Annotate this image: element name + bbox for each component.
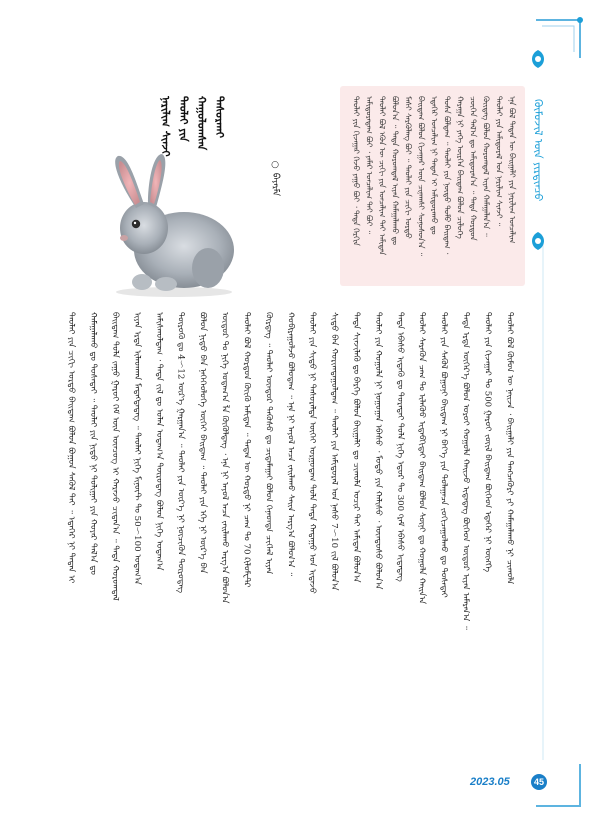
title-line: ᠲᠠᠤᠯᠠᠢ ᠶᠢᠨ xyxy=(177,96,190,142)
section-header xyxy=(525,70,551,230)
intro-line: ᠮᠠᠰᠢ ᠰᠡᠷᠭᠦᠯᠡᠩ ᠪᠤᠢ ᠃ ᠲᠠᠤᠯᠠᠢ ᠶᠢᠨ ᠴᠢᠬᠢ ᠤᠷᠳᠤ xyxy=(403,96,413,239)
intro-line: ᠪᠠᠢᠳᠠᠭ ᠪᠣᠯᠤᠨ ᠬᠢᠵᠠᠭᠠᠷ ᠦᠨ ᠴᠢᠨᠠᠭᠰᠢ ᠰᠣᠨᠣᠰᠤᠨ᠎ᠠ ᠃ xyxy=(416,96,426,256)
title-line: ᠬᠠᠭᠤᠯᠤᠭᠰᠠᠨ xyxy=(195,96,208,151)
header-scroll-ornament-bottom xyxy=(526,230,550,254)
body-line: ᠲᠠᠤᠯᠠᠢ ᠶᠢᠨ ᠰᠢᠳᠦ ᠨᠢ ᠲᠠᠰᠤᠷᠠᠯᠲᠠ ᠦᠭᠡᠢ ᠤᠷᠭᠤᠳᠠᠭ ᠲᠤᠯᠠ ᠲᠡᠳᠡ ᠬᠠᠲᠠᠭᠤ ᠡᠳ ᠢᠳᠡᠵᠦ xyxy=(307,312,318,594)
body-line: ᠪᠣᠯᠤᠨ ᠨᠢᠳᠦ ᠪᠠᠨ ᠨᠡᠭᠡᠬᠡᠦᠯᠦᠭᠡ ᠦᠭᠡᠢ ᠪᠠᠢᠳᠠᠭ ᠃ ᠲᠠᠤᠯᠠᠢ ᠶᠢᠨ ᠡᠬᠡ ᠨᠢ ᠦᠷ᠎ᠡ ᠪᠠᠨ xyxy=(197,312,208,574)
body-line: ᠰᠢᠳᠦ ᠪᠡᠨ ᠬᠣᠷᠢᠭᠳᠠᠭᠤᠯᠳᠠᠭ ᠃ ᠲᠠᠤᠯᠠᠢ ᠶᠢᠨ ᠠᠮᠢᠳᠤᠷᠠᠯ ᠤᠨ ᠨᠠᠰᠤ 7～10 ᠵᠢᠯ ᠪᠣᠯᠤᠨ᠎ᠠ xyxy=(329,312,340,591)
intro-line: ᠲᠠᠤᠯᠠᠢ ᠶᠢᠨ ᠬᠢᠵᠠᠭᠠᠷ ᠭᠡᠵᠦ ᠶᠠᠭᠤ ᠪᠤᠢ ᠂ ᠲᠡᠳᠡ ᠬᠡᠷᠬᠢᠨ xyxy=(351,96,361,246)
intro-line: ᠪᠣᠯᠤᠨ᠎ᠠ ᠃ ᠲᠡᠳᠡ ᠬᠣᠷᠤᠭᠳᠠᠯ ᠢᠶᠠᠨ ᠬᠠᠮᠠᠭᠠᠯᠠᠬᠤ ᠳᠤ xyxy=(390,96,400,245)
intro-line: ᠭᠦᠢᠳᠡᠭ ᠪᠣᠯᠤᠨ ᠬᠣᠷᠤᠭᠳᠠᠯ ᠢᠶᠠᠨ ᠬᠠᠮᠠᠭᠠᠯᠠᠨ᠎ᠠ ᠃ xyxy=(481,96,491,237)
section-title: ᠬᠦᠮᠦᠵᠢᠯ ᠦᠨ ᠶᠢᠷᠲᠢᠨᠴᠦ xyxy=(531,98,545,202)
body-line: ᠲᠡᠳᠡ ᠰᠢᠨᠵᠢᠯᠡᠬᠦ ᠳᠤ ᠪᠡᠷᠬᠡ ᠪᠣᠯᠤᠨ ᠪᠠᠢᠭᠠᠯᠢ ᠳᠤ ᠴᠢᠬᠤᠯᠠ ᠤᠴᠢᠷ ᠲᠠᠢ ᠠᠮᠢᠲᠠᠨ ᠪᠣᠯᠤᠨ᠎ᠠ xyxy=(350,312,361,583)
side-rule-right xyxy=(540,240,546,760)
intro-line: ᠡᠳᠡᠭᠡᠷ ᠣᠨᠴᠠᠯᠢᠭ ᠨᠢ ᠲᠡᠳᠡᠨ ᠢ ᠠᠮᠢᠳᠤᠷᠠᠬᠤ ᠳᠤ xyxy=(429,96,439,235)
issue-number: 2023.05 xyxy=(470,776,510,788)
body-line: ᠲᠠᠤᠯᠠᠢ ᠶᠢᠨ ᠬᠣᠭᠣᠯᠠ ᠨᠢ ᠨᠣᠭᠣᠭᠠᠨ ᠡᠪᠡᠰᠦ ᠂ ᠮᠣᠳᠣ ᠶᠢᠨ ᠬᠠᠯᠢᠰᠤ ᠂ ᠦᠨᠳᠦᠰᠦ ᠪᠣᠯᠤᠨ᠎ᠠ xyxy=(372,312,383,590)
body-line: ᠲᠠᠤᠯᠠᠢ ᠶᠢᠨ ᠬᠢᠵᠠᠭᠠᠷ ᠲᠤ 500 ᠭᠠᠷᠤᠢ ᠵᠦᠢᠯ ᠪᠠᠢᠳᠠᠭ ᠪᠥᠭᠡᠳ ᠡᠳᠡᠭᠡᠷ ᠨᠢ ᠥᠩᠭᠡ xyxy=(482,312,493,573)
body-line: ᠬᠠᠮᠠᠭᠠᠯᠠᠬᠤ ᠳᠤ ᠲᠤᠰᠠᠲᠠᠢ ᠃ ᠲᠠᠤᠯᠠᠢ ᠶᠢᠨ ᠨᠢᠳᠦ ᠨᠢ ᠲᠣᠯᠢᠭᠠᠢ ᠶᠢᠨ ᠬᠣᠶᠠᠷ ᠲᠠᠯ᠎ᠠ ᠳᠤ xyxy=(88,312,99,575)
body-line: ᠢᠶᠠᠨ ᠡᠷᠲᠡ ᠢᠯᠠᠳᠬᠠᠨ ᠮᠡᠳᠡᠭᠳᠡᠳᠡᠭ ᠃ ᠲᠠᠤᠯᠠᠢ ᠨᠢᠭᠡ ᠮᠢᠨᠦ᠋ᠲ ᠲᠤ 50～100 ᠤᠳᠠᠭ᠎ᠠ xyxy=(131,312,142,585)
page-number: 45 xyxy=(531,774,547,790)
body-line: ᠬᠤᠪᠢᠷᠠᠭᠤᠯᠵᠤ ᠪᠣᠯᠣᠳᠠᠭ ᠃ ᠡᠨᠡ ᠨᠢ ᠠᠶᠤᠯ ᠠᠴᠠ ᠵᠠᠢᠯᠠᠬᠤ ᠰᠠᠢᠨ ᠠᠷᠭ᠎ᠠ ᠪᠣᠯᠤᠨ᠎ᠠ ᠃ xyxy=(285,312,296,577)
body-line: ᠲᠠᠤᠯᠠᠢ ᠰᠡᠷᠡᠭᠦᠨ ᠴᠠᠭ ᠲᠤ ᠢᠯᠡᠭᠦᠦ ᠢᠳᠡᠪᠬᠢᠲᠡᠢ ᠪᠠᠢᠳᠠᠭ ᠪᠣᠯᠤᠨ ᠰᠦᠨᠢ ᠳᠤ ᠬᠣᠭᠣᠯᠠ ᠬᠠᠢᠨ᠎ᠠ xyxy=(416,312,427,605)
header-scroll-ornament-top xyxy=(526,48,550,72)
intro-line: ᠲᠠᠤᠯᠠᠢ ᠪᠣᠯ ᠡᠭᠦᠨ ᠦ ᠴᠢᠬᠢ ᠶᠢᠨ ᠣᠨᠴᠠᠯᠢᠭ ᠲᠠᠢ ᠠᠮᠢᠲᠠᠨ xyxy=(377,96,387,256)
body-line: ᠥᠳᠥᠷ ᠲᠤ ᠨᠢᠭᠡ ᠤᠳᠠᠭ᠎ᠠ ᠯᠠ ᠬᠥᠬᠦᠯᠳᠡᠭ ᠂ ᠡᠨᠡ ᠨᠢ ᠠᠶᠤᠯ ᠠᠴᠠ ᠵᠠᠢᠯᠠᠬᠤ ᠠᠷᠭ᠎ᠠ ᠪᠣᠯᠤᠨ᠎ᠠ xyxy=(219,312,230,604)
body-line: ᠲᠠᠤᠯᠠᠢ ᠪᠣᠯ ᠬᠦᠮᠦᠨ ᠦ ᠨᠠᠢᠵᠠ ᠂ ᠪᠠᠢᠭᠠᠯᠢ ᠶᠢᠨ ᠲᠡᠩᠴᠡᠭᠦᠷᠢ ᠶᠢ ᠬᠠᠮᠠᠭᠠᠯᠠᠬᠤ ᠨᠢ ᠴᠢᠬᠤᠯᠠ xyxy=(504,312,515,585)
title-line: ᠨᠠᠷᠢᠯᠢᠭ ᠰᠢᠨᠵᠢ xyxy=(159,96,172,157)
body-line: ᠲᠥᠷᠥᠬᠦ ᠳᠤ 4～12 ᠦᠷ᠎ᠡ ᠭᠠᠷᠭᠠᠨ᠎ᠠ ᠃ ᠲᠠᠤᠯᠠᠢ ᠶᠢᠨ ᠦᠷ᠎ᠡ ᠨᠢ ᠨᠦᠴᠢᠭᠦᠨ ᠲᠥᠷᠥᠳᠡᠭ xyxy=(175,312,186,594)
intro-line: ᠴᠥᠭᠡᠨ ᠲᠠᠯ᠎ᠠ ᠳᠤ ᠠᠮᠢᠳᠤᠷᠠᠨ᠎ᠠ ᠃ ᠲᠡᠳᠡ ᠬᠤᠷᠳᠤᠨ xyxy=(468,96,478,241)
intro-line: ᠬᠠᠷᠠᠭᠠ ᠨᠢ ᠶᠡᠬᠡ ᠥᠷᠭᠡᠨ ᠪᠠᠢᠳᠠᠭ ᠪᠣᠯᠤᠨ ᠴᠢᠯᠦᠭᠡ xyxy=(455,96,465,239)
intro-line: ᠲᠤᠰᠠ ᠪᠣᠯᠳᠠᠭ ᠃ ᠲᠠᠤᠯᠠᠢ ᠶᠢᠨ ᠨᠦᠳᠦ ᠲᠣᠮᠣ ᠪᠠᠢᠳᠠᠭ ᠂ xyxy=(442,96,452,255)
intro-line: ᠠᠮᠢᠳᠤᠷᠠᠳᠠᠭ ᠪᠤᠢ ᠂ ᠶᠠᠮᠠᠷ ᠣᠨᠴᠠᠯᠢᠭ ᠲᠠᠢ ᠪᠤᠢ ᠃ xyxy=(364,96,374,234)
body-line: ᠠᠮᠢᠰᠬᠤᠯᠳᠠᠭ ᠂ ᠲᠡᠳᠡ ᠵᠢᠯ ᠳᠤ ᠣᠯᠠᠨ ᠤᠳᠠᠭ᠎ᠠ ᠲᠥᠷᠥᠳᠡᠭ ᠪᠣᠯᠤᠨ ᠨᠢᠭᠡ ᠤᠳᠠᠭ᠎ᠠ xyxy=(153,312,164,571)
rabbit-illustration xyxy=(96,150,246,300)
body-line: ᠬᠦᠷᠳᠡᠭ ᠃ ᠲᠠᠤᠯᠠᠢ ᠥᠨᠳᠥᠷ ᠲᠡᠭᠦᠰᠦ ᠳᠤ ᠴᠢᠳᠠᠮᠠᠭᠠᠢ ᠪᠣᠯᠤᠨ ᠭᠡᠨᠡᠳᠲᠡ ᠴᠢᠭᠯᠡᠯ ᠢᠶᠡᠨ xyxy=(263,312,274,575)
body-line: ᠲᠠᠤᠯᠠᠢ ᠪᠣᠯ ᠬᠤᠷᠳᠤᠨ ᠭᠦᠢᠬᠦ ᠠᠮᠢᠲᠠᠨ ᠃ ᠲᠡᠳᠡᠨ ᠦ ᠬᠤᠷᠳᠤ ᠨᠢ ᠴᠠᠭ ᠲᠤ 70 ᠺᠢᠯᠣᠮᠧᠲᠷ xyxy=(241,312,252,588)
body-line: ᠲᠡᠳᠡ ᠡᠪᠡᠰᠦ ᠢᠳᠡᠬᠦ ᠳᠤ ᠳᠤᠷᠠᠲᠠᠢ ᠲᠤᠯᠠ ᠨᠢᠭᠡ ᠡᠳᠦᠷ ᠲᠤ 300 ᠭᠷᠠᠮ ᠡᠪᠡᠰᠦ ᠢᠳᠡᠳᠡᠭ xyxy=(394,312,405,582)
body-line: ᠲᠡᠳᠡ ᠡᠷᠲᠡ ᠦᠭᠡᠷ᠎ᠡ ᠪᠣᠯᠤᠨ ᠣᠷᠣᠢ ᠬᠣᠭᠣᠯᠠ ᠬᠠᠢᠵᠤ ᠢᠳᠡᠳᠡᠭ ᠪᠥᠭᠡᠳ ᠥᠳᠥᠷ ᠢᠶᠡᠨ ᠠᠮᠠᠷᠠᠨ᠎ᠠ ᠃ xyxy=(460,312,471,630)
body-line: ᠲᠠᠤᠯᠠᠢ ᠶᠢᠨ ᠴᠢᠬᠢ ᠤᠷᠳᠤ ᠪᠠᠢᠳᠠᠭ ᠪᠣᠯᠤᠨ ᠪᠣᠭᠤᠨ ᠰᠡᠭᠦᠯ ᠲᠠᠢ ᠃ ᠡᠳᠡᠭᠡᠷ ᠨᠢ ᠲᠡᠳᠡᠨ ᠢ xyxy=(66,312,77,584)
intro-line: ᠡᠨᠡ ᠪᠣᠯ ᠲᠡᠳᠡᠨ ᠦ ᠪᠠᠢᠭᠠᠯᠢ ᠶᠢᠨ ᠨᠠᠷᠢᠯᠢᠭ ᠣᠨᠴᠠᠯᠢᠭ xyxy=(507,96,517,244)
body-line: ᠪᠠᠢᠳᠠᠭ ᠲᠤᠯᠠ ᠵᠠᠭᠤ ᠭᠠᠷᠤᠢ ᠬᠡᠮ ᠦᠨ ᠥᠨᠴᠦᠭ ᠢ ᠬᠠᠷᠠᠵᠤ ᠴᠢᠳᠠᠨ᠎ᠠ ᠃ ᠲᠡᠳᠡ ᠬᠣᠷᠤᠭᠳᠠᠯ xyxy=(110,312,120,601)
body-line: ᠲᠠᠤᠯᠠᠢ ᠶᠢᠨ ᠰᠡᠭᠦᠯ ᠪᠣᠭᠤᠨᠢ ᠪᠠᠢᠳᠠᠭ ᠨᠢ ᠪᠡᠶ᠎ᠡ ᠶᠢᠨ ᠳᠤᠯᠠᠭᠠᠴᠠ ᠵᠣᠬᠢᠴᠠᠭᠤᠯᠬᠤ ᠳᠤ ᠲᠤᠰᠠᠲᠠᠢ xyxy=(438,312,449,598)
title-line: ᠲᠠᠰᠤᠷᠬᠠᠢ xyxy=(213,96,226,139)
intro-line: ᠲᠠᠤᠯᠠᠢ ᠶᠢᠨ ᠠᠮᠢᠳᠤᠷᠠᠯ ᠤᠨ ᠨᠠᠷᠢᠯᠢᠭ ᠰᠢᠨᠵᠢ ᠃ xyxy=(494,96,504,226)
author-byline: ○ ᠪᠠᠶᠠᠷᠮᠠ xyxy=(270,160,280,197)
